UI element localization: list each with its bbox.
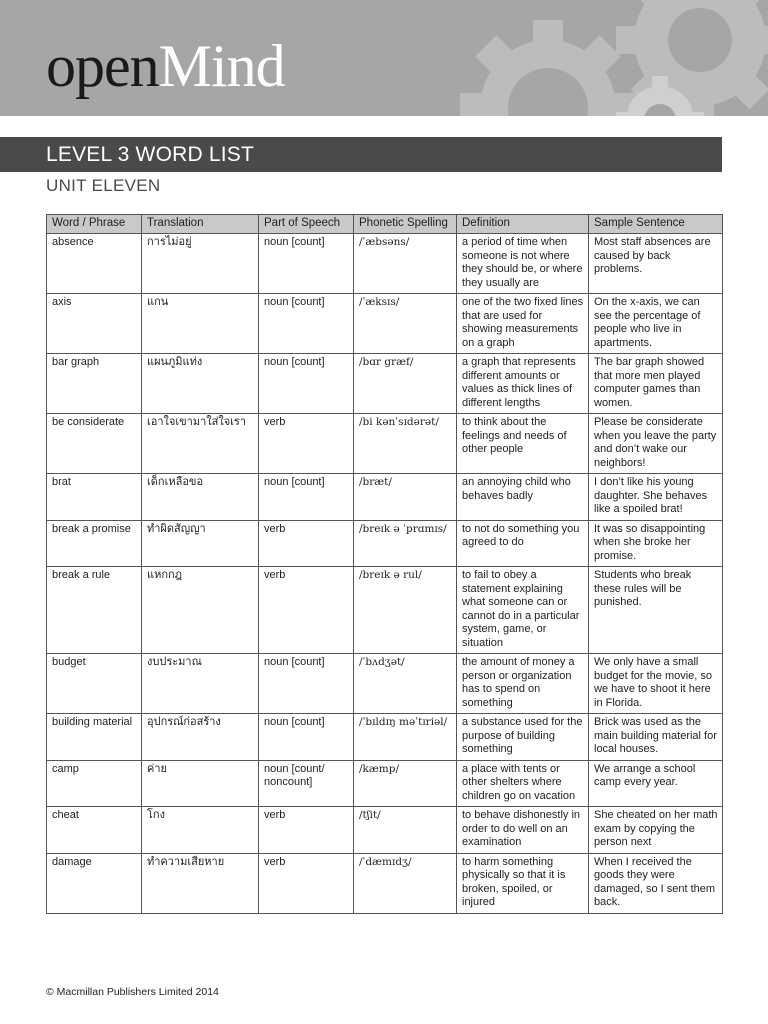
table-cell: noun [count/ noncount] <box>259 760 354 807</box>
table-cell: /bi kənˈsɪdərət/ <box>354 414 457 474</box>
table-cell: /bɑr græf/ <box>354 354 457 414</box>
table-cell: noun [count] <box>259 714 354 761</box>
table-row <box>47 654 723 714</box>
table-cell: noun [count] <box>259 294 354 354</box>
table-row <box>47 714 723 761</box>
column-header: Definition <box>457 215 589 234</box>
table-cell: She cheated on her math exam by copying the person next <box>589 807 723 854</box>
table-cell: /ˈæksɪs/ <box>354 294 457 354</box>
table-cell: verb <box>259 807 354 854</box>
table-cell: อุปกรณ์ก่อสร้าง <box>142 714 259 761</box>
table-cell: แหกกฎ <box>142 567 259 654</box>
table-cell: เด็กเหลือขอ <box>142 474 259 521</box>
table-cell: The bar graph showed that more men played computer games than women. <box>589 354 723 414</box>
title-bar <box>0 137 722 172</box>
table-cell: We only have a small budget for the movie, so we have to shoot it here in Florida. <box>589 654 723 714</box>
table-cell: I don’t like his young daughter. She behaves like a spoiled brat! <box>589 474 723 521</box>
table-cell: แกน <box>142 294 259 354</box>
table-cell: noun [count] <box>259 354 354 414</box>
brand-mind: Mind <box>158 33 285 99</box>
table-cell: budget <box>47 654 142 714</box>
column-header: Part of Speech <box>259 215 354 234</box>
table-cell: Most staff absences are caused by back problems. <box>589 234 723 294</box>
table-cell: โกง <box>142 807 259 854</box>
column-header: Word / Phrase <box>47 215 142 234</box>
table-cell: noun [count] <box>259 234 354 294</box>
table-cell: แผนภูมิแท่ง <box>142 354 259 414</box>
table-cell: to harm something physically so that it is broken, spoiled, or injured <box>457 853 589 913</box>
table-cell: to not do something you agreed to do <box>457 520 589 567</box>
table-row <box>47 807 723 854</box>
table-cell: /ˈbʌdʒət/ <box>354 654 457 714</box>
table-cell: We arrange a school camp every year. <box>589 760 723 807</box>
table-cell: noun [count] <box>259 474 354 521</box>
unit-subtitle: UNIT ELEVEN <box>46 176 161 195</box>
table-cell: bar graph <box>47 354 142 414</box>
table-cell: /kæmp/ <box>354 760 457 807</box>
table-cell: Students who break these rules will be punished. <box>589 567 723 654</box>
table-body <box>47 234 723 914</box>
table-row <box>47 414 723 474</box>
table-row <box>47 520 723 567</box>
table-row <box>47 474 723 521</box>
table-cell: break a rule <box>47 567 142 654</box>
table-cell: ทำผิดสัญญา <box>142 520 259 567</box>
table-cell: When I received the goods they were damaged, so I sent them back. <box>589 853 723 913</box>
table-cell: /tʃit/ <box>354 807 457 854</box>
gear-icon <box>460 20 636 116</box>
table-cell: On the x-axis, we can see the percentage of people who live in apartments. <box>589 294 723 354</box>
table-cell: to fail to obey a statement explaining what someone can or cannot do in a particular system, game, or situation <box>457 567 589 654</box>
copyright-footer: © Macmillan Publishers Limited 2014 <box>46 986 219 998</box>
table-cell: the amount of money a person or organization has to spend on something <box>457 654 589 714</box>
table-cell: a graph that represents different amounts or values as thick lines of different lengths <box>457 354 589 414</box>
table-cell: /ˈæbsəns/ <box>354 234 457 294</box>
table-cell: /ˈdæmɪdʒ/ <box>354 853 457 913</box>
table-cell: verb <box>259 567 354 654</box>
table-row <box>47 853 723 913</box>
column-header: Phonetic Spelling <box>354 215 457 234</box>
table-cell: /bræt/ <box>354 474 457 521</box>
table-cell: การไม่อยู่ <box>142 234 259 294</box>
table-cell: be considerate <box>47 414 142 474</box>
brand-logo <box>46 26 285 106</box>
table-cell: Brick was used as the main building material for local houses. <box>589 714 723 761</box>
table-cell: Please be considerate when you leave the party and don’t wake our neighbors! <box>589 414 723 474</box>
table-row <box>47 294 723 354</box>
table-cell: /breɪk ə ˈprɑmɪs/ <box>354 520 457 567</box>
table-cell: a period of time when someone is not where they should be, or where they usually are <box>457 234 589 294</box>
table-cell: verb <box>259 853 354 913</box>
table-cell: It was so disappointing when she broke her promise. <box>589 520 723 567</box>
table-cell: ค่าย <box>142 760 259 807</box>
table-cell: break a promise <box>47 520 142 567</box>
page-title: LEVEL 3 WORD LIST <box>46 143 255 166</box>
table-cell: a substance used for the purpose of building something <box>457 714 589 761</box>
table-row <box>47 354 723 414</box>
table-cell: one of the two fixed lines that are used for showing measurements on a graph <box>457 294 589 354</box>
table-cell: verb <box>259 414 354 474</box>
table-cell: brat <box>47 474 142 521</box>
table-cell: an annoying child who behaves badly <box>457 474 589 521</box>
table-cell: camp <box>47 760 142 807</box>
table-cell: verb <box>259 520 354 567</box>
table-cell: to think about the feelings and needs of other people <box>457 414 589 474</box>
brand-open: open <box>46 33 159 99</box>
table-cell: to behave dishonestly in order to do well on an examination <box>457 807 589 854</box>
table-cell: damage <box>47 853 142 913</box>
table-cell: absence <box>47 234 142 294</box>
table-cell: ทำความเสียหาย <box>142 853 259 913</box>
header-band <box>0 0 768 116</box>
table-cell: /breɪk ə rul/ <box>354 567 457 654</box>
table-cell: เอาใจเขามาใส่ใจเรา <box>142 414 259 474</box>
table-header-row <box>47 215 723 234</box>
table-cell: a place with tents or other shelters where children go on vacation <box>457 760 589 807</box>
table-cell: axis <box>47 294 142 354</box>
column-header: Translation <box>142 215 259 234</box>
table-row <box>47 234 723 294</box>
table-cell: /ˈbɪldɪŋ məˈtɪriəl/ <box>354 714 457 761</box>
word-list-table <box>46 214 723 914</box>
table-cell: noun [count] <box>259 654 354 714</box>
table-row <box>47 567 723 654</box>
column-header: Sample Sentence <box>589 215 723 234</box>
table-cell: งบประมาณ <box>142 654 259 714</box>
table-cell: cheat <box>47 807 142 854</box>
table-cell: building material <box>47 714 142 761</box>
table-row <box>47 760 723 807</box>
